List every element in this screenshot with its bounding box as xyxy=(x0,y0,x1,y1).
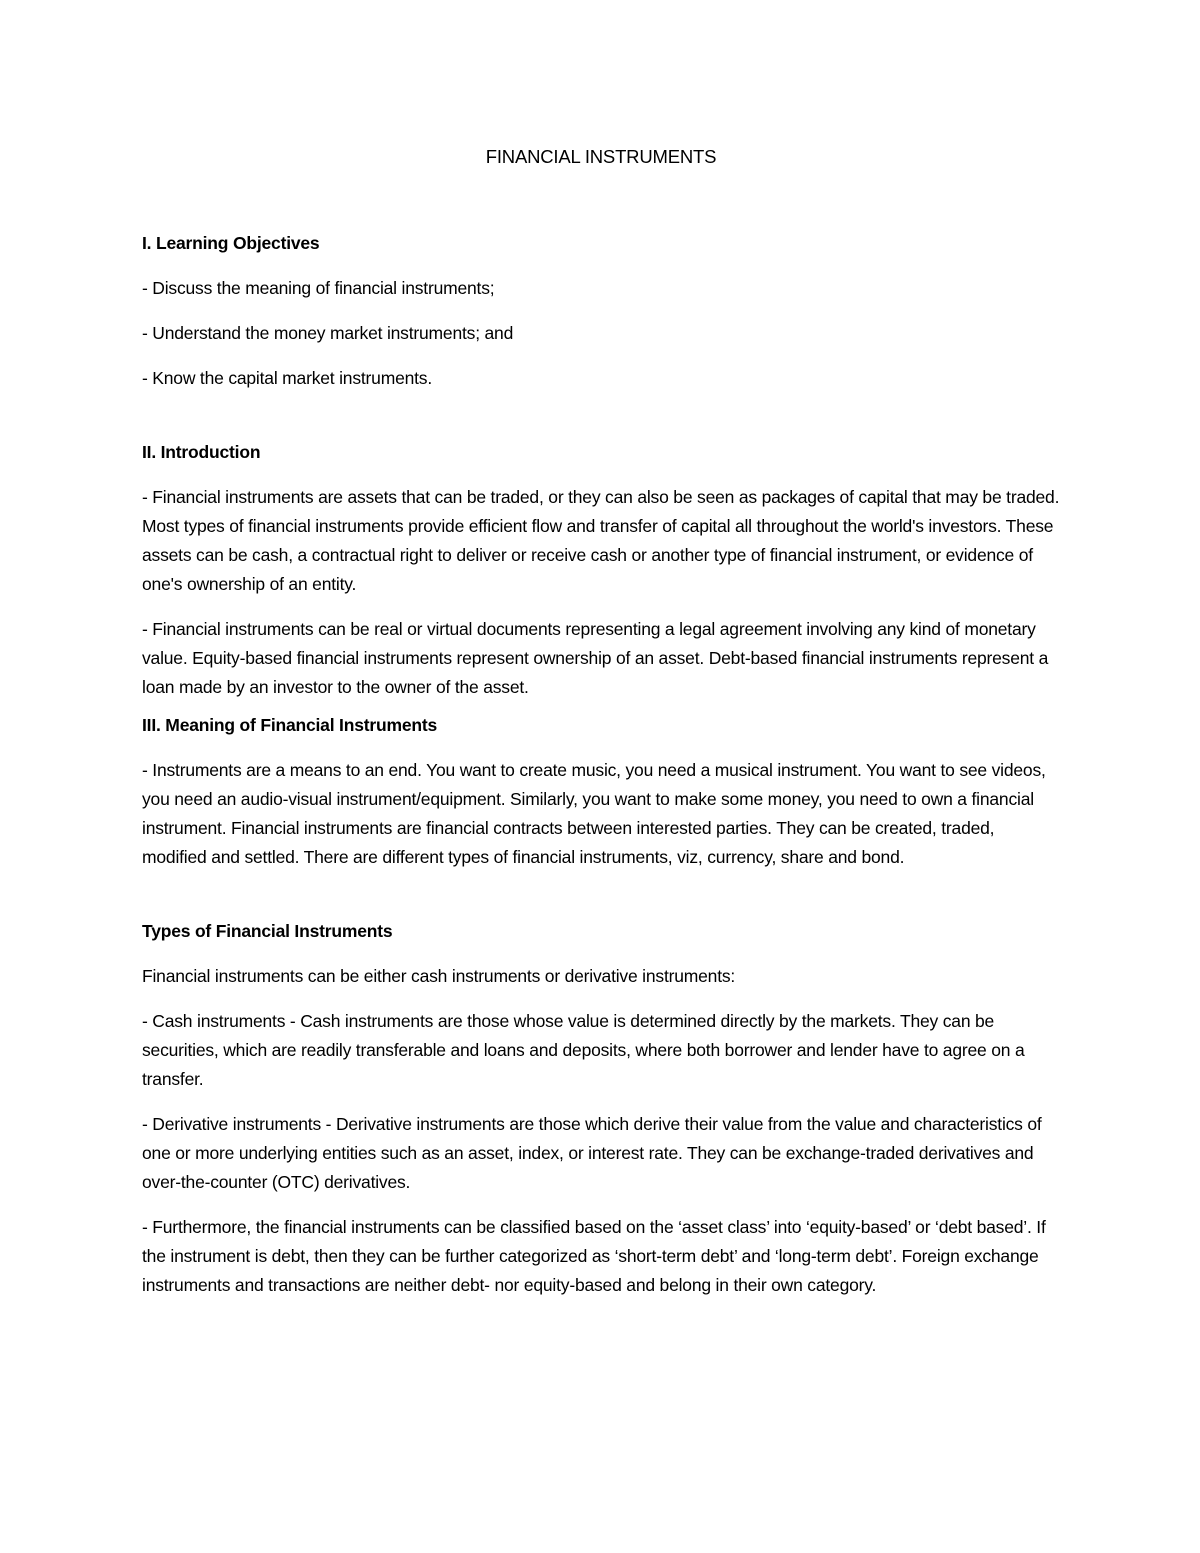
document-title: FINANCIAL INSTRUMENTS xyxy=(485,146,717,167)
types-paragraph: - Furthermore, the financial instruments can be classified based on the ‘asset class’ into ‘equity-based’ or ‘debt based’. If the instrument is debt, then they can be further categorized as ‘short-term debt’ and ‘long-term debt’. Foreign exchange instruments and transactions are neither debt- nor equity-based and belong in their own category. xyxy=(142,1217,1046,1295)
section-heading-introduction: II. Introduction xyxy=(142,442,261,462)
objective-item: - Understand the money market instruments; and xyxy=(142,323,514,343)
meaning-paragraph: - Instruments are a means to an end. You want to create music, you need a musical instrument. You want to see videos, you need an audio-visual instrument/equipment. Similarly, you want to make some money, you need to own a financial instrument. Financial instruments are financial contracts between interested parties. They can be created, traded, modified and settled. There are different types of financial instruments, viz, currency, share and bond. xyxy=(142,760,1046,867)
section-heading-objectives: I. Learning Objectives xyxy=(142,233,320,253)
section-heading-types: Types of Financial Instruments xyxy=(142,921,393,941)
objective-item: - Discuss the meaning of financial instruments; xyxy=(142,278,495,298)
objective-item: - Know the capital market instruments. xyxy=(142,368,433,388)
section-heading-meaning: III. Meaning of Financial Instruments xyxy=(142,715,437,735)
types-paragraph: - Derivative instruments - Derivative instruments are those which derive their value from the value and characteristics of one or more underlying entities such as an asset, index, or interest rate. They can be exchange-traded derivatives and over-the-counter (OTC) derivatives. xyxy=(142,1114,1042,1192)
types-paragraph: - Cash instruments - Cash instruments are those whose value is determined directly by the markets. They can be securities, which are readily transferable and loans and deposits, where both borrower and lender have to agree on a transfer. xyxy=(142,1011,1025,1089)
document-body xyxy=(142,142,1060,1300)
types-paragraph: Financial instruments can be either cash instruments or derivative instruments: xyxy=(142,966,736,986)
introduction-paragraph: - Financial instruments are assets that can be traded, or they can also be seen as packages of capital that may be traded. Most types of financial instruments provide efficient flow and transfer of capital all throughout the world's investors. These assets can be cash, a contractual right to deliver or receive cash or another type of financial instrument, or evidence of one's ownership of an entity. xyxy=(142,487,1060,594)
introduction-paragraph: - Financial instruments can be real or virtual documents representing a legal agreement involving any kind of monetary value. Equity-based financial instruments represent ownership of an asset. Debt-based financial instruments represent a loan made by an investor to the owner of the asset. xyxy=(142,619,1049,697)
